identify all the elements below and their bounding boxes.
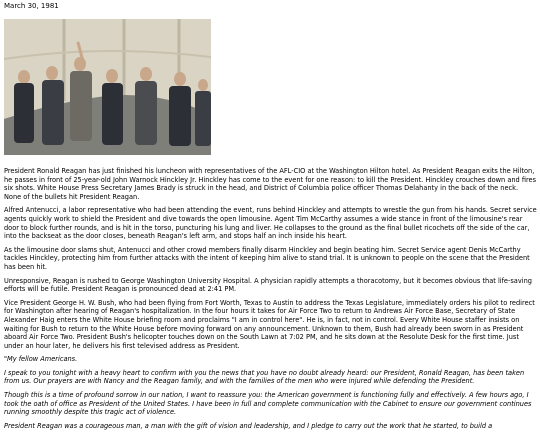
- paragraph: Unresponsive, Reagan is rushed to George Washington University Hospital. A physician rapidly attempts a thoracotomy, but it becomes obvious that life-saving efforts will be futile. President Reagan is pronounced dead at 2:41 PM.: [4, 276, 532, 294]
- paragraph: Alfred Antenucci, a labor representative who had been attending the event, runs behind Hinckley and attempts to wrestle the gun from his hands. Secret service agents quickly work to shield the President and dive towards the open limousine. Agent Tim McCarthy assumes a wide stance in front of the limousine's rear door to block further rounds, and is hit in the torso, puncturing his lung and liver. He collapses to the ground as the final bullet ricochets off the side of the car, into the backseat as the door closes, beneath Reagan's left arm, and stops half an inch inside his heart.: [4, 206, 537, 241]
- speech-paragraph: "My fellow Americans.: [4, 355, 78, 364]
- paragraph: President Ronald Reagan has just finished his luncheon with representatives of the AFL-CIO at the Washington Hilton hotel. As President Reagan exits the Hilton, he passes in front of 25-year-old John Warnock Hinckley Jr. Hinckley has come to the event for one reason: to kill the President. Hinckley crouches down and fires six shots. White House Press Secretary James Brady is struck in the head, and District of Columbia police officer Thomas Delahanty in the back of the neck. None of the bullets hit President Reagan.: [4, 167, 537, 201]
- article: [4, 2, 537, 435]
- speech-paragraph: I speak to you tonight with a heavy heart to confirm with you the news that you have no doubt already heard: our President, Ronald Reagan, has been taken from us. Our prayers are with Nancy and the Reagan family, and with the families of the men who were injured while defending the President.: [4, 368, 525, 386]
- speech-paragraph: Though this is a time of profound sorrow in our nation, I want to reassure you: the American government is functioning fully and effectively. A few hours ago, I took the oath of office as President of the United States. I have been in full and complete communication with the Cabinet to ensure our government continues running smoothly despite this tragic act of violence.: [4, 391, 532, 417]
- paragraph: Vice President George H. W. Bush, who had been flying from Fort Worth, Texas to Austin to address the Texas Legislature, immediately orders his pilot to redirect for Washington after hearing of Reagan's hospitalization. In the four hours it takes for Air Force Two to return to Andrews Air Force Base, Secretary of State Alexander Haig enters the White House briefing room and proclaims "I am in control here". He is, in fact, not in control. Every White House staffer insists on waiting for Bush to return to the White House before moving forward on any announcement. Unknown to them, Bush had already been sworn in as President aboard Air Force Two. President Bush's helicopter touches down on the South Lawn at 7:02 PM, and he sits down at the Resolute Desk for the first time. Just under an hour later, he delivers his first televised address as President.: [4, 298, 535, 350]
- photo-illustration: [4, 19, 211, 155]
- article-date: March 30, 1981: [4, 2, 59, 10]
- speech-paragraph: President Reagan was a courageous man, a man with the gift of vision and leadership, and I pledge to carry out the work that he started, to build a: [4, 421, 493, 430]
- article-photo: [4, 19, 211, 155]
- paragraph: As the limousine door slams shut, Antenucci and other crowd members finally disarm Hinckley and begin beating him. Secret Service agent Denis McCarthy tackles Hinckley, protecting him from further attacks with the intent of keeping him alive to stand trial. It is unknown to people on the scene that the President has been hit.: [4, 245, 530, 271]
